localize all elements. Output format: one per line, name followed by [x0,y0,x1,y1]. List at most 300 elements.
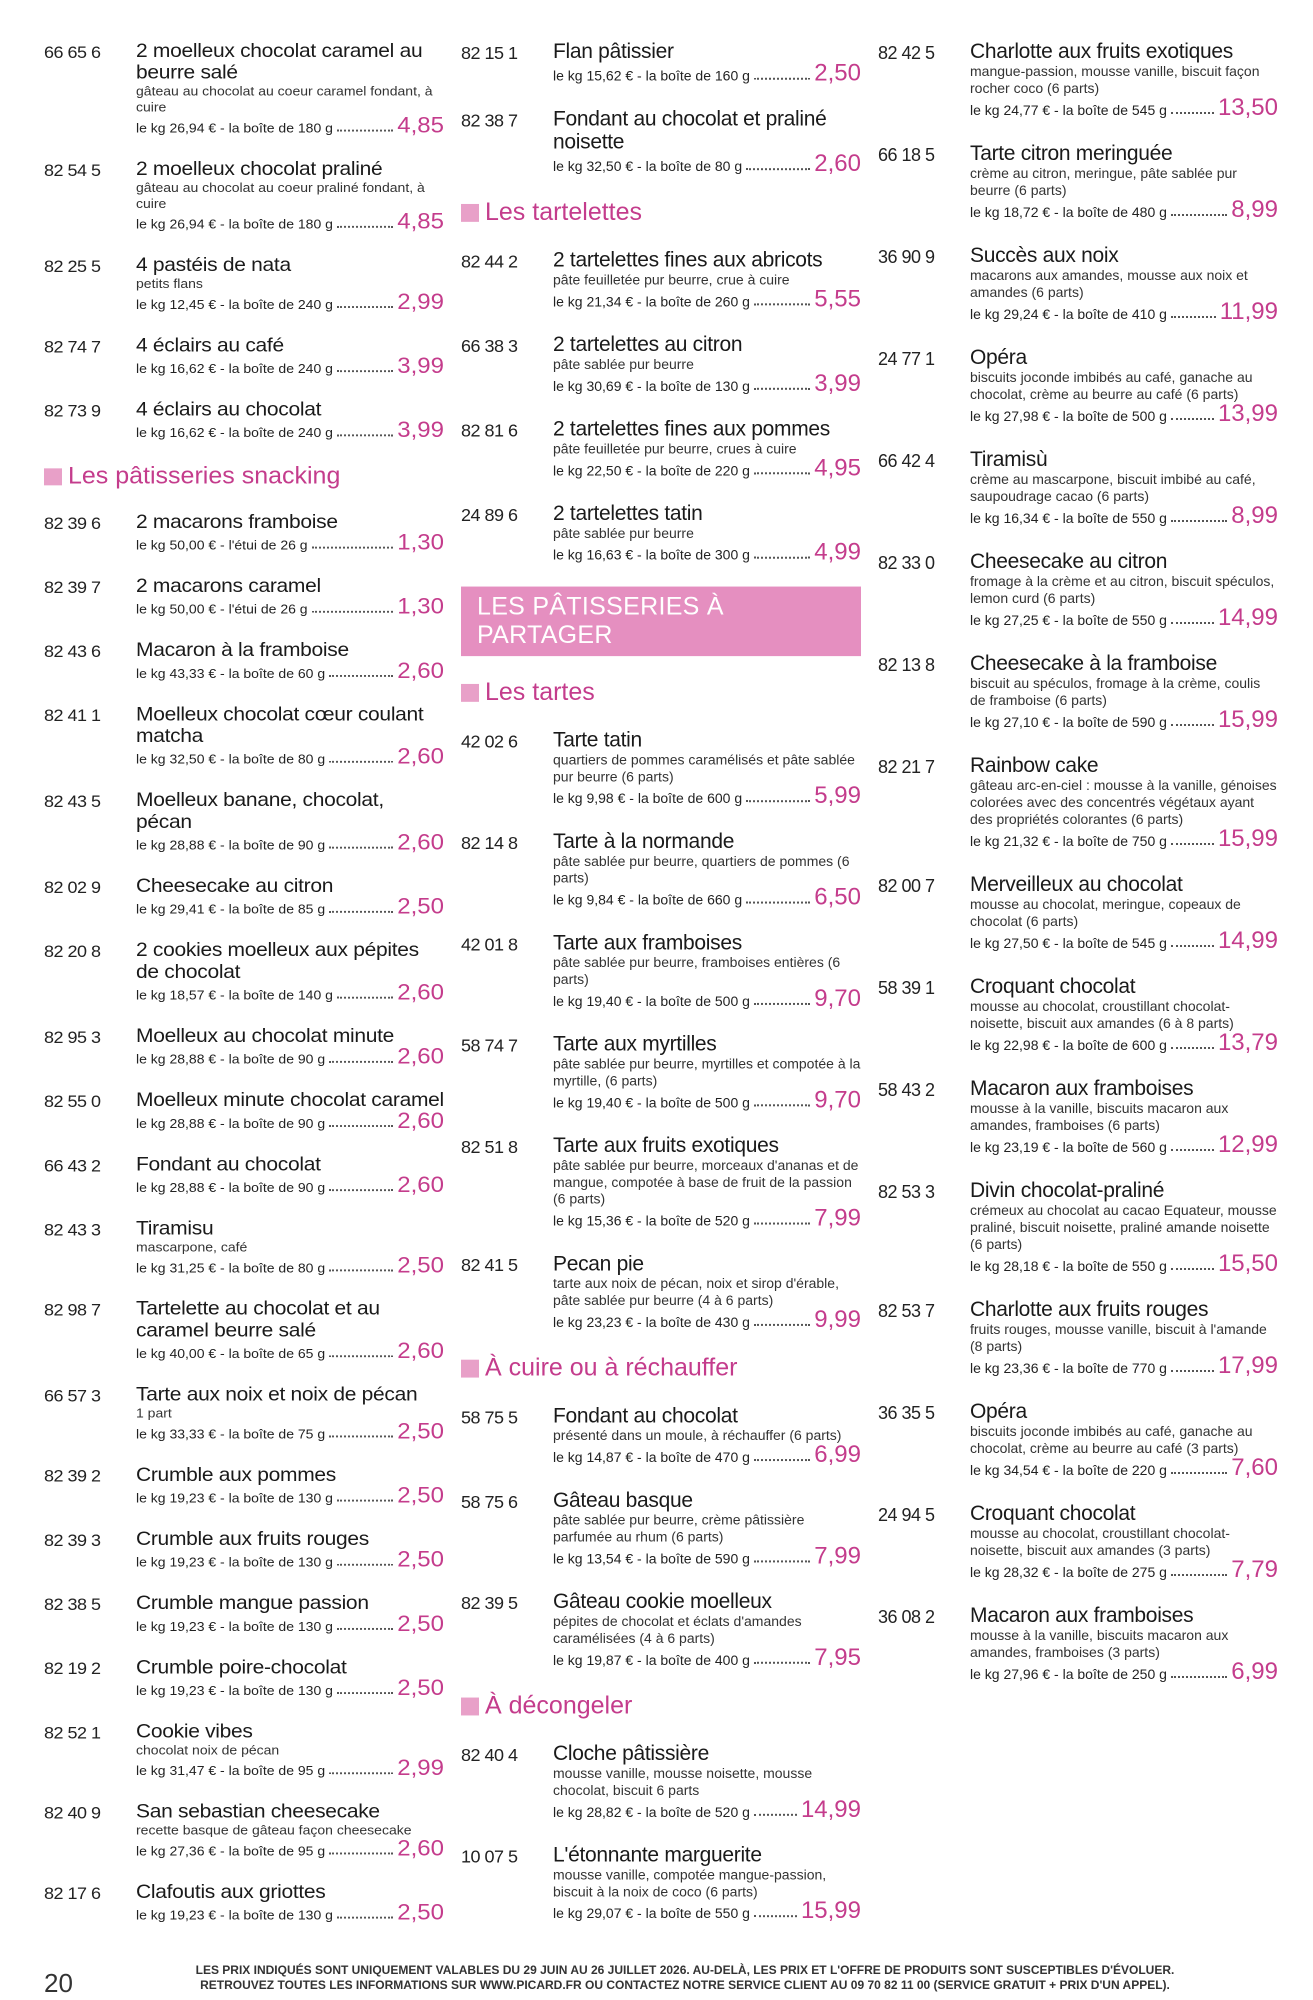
product-code: 36 08 2 [878,1607,935,1627]
product-price: 3,99 [397,417,444,443]
dot-leader [754,78,810,80]
product-code: 66 42 4 [878,451,935,471]
price-line [970,1454,1278,1481]
product-code: 82 15 1 [461,42,518,63]
price-line [136,112,444,139]
product-code: 24 89 6 [461,505,518,525]
product-name: L'étonnante marguerite [553,1843,762,1867]
product-code: 36 90 9 [878,247,935,267]
product-code: 82 20 8 [44,942,101,961]
section-heading [44,463,444,490]
dot-leader [337,1692,393,1694]
product-item [44,574,444,620]
dot-leader [754,388,810,390]
section-square-icon [461,1697,479,1715]
product-description: pâte sablée pur beurre [553,524,694,541]
product-price: 6,99 [1231,1658,1278,1685]
product-code: 24 77 1 [878,349,935,369]
product-code: 82 43 5 [44,791,101,811]
product-name: 2 tartelettes fines aux abricots [553,248,823,272]
product-code: 82 38 5 [44,1594,101,1614]
dot-leader [1171,724,1214,726]
product-price: 2,60 [397,829,444,856]
dot-leader [329,1269,393,1271]
product-item [461,1489,861,1568]
product-description: pâte sablée pur beurre, quartiers de pommes (6 parts) [553,852,850,886]
product-price: 2,60 [397,1172,444,1198]
product-price: 2,60 [397,1835,444,1862]
dot-leader [329,1061,393,1063]
unit-price: le kg 32,50 € - la boîte de 80 g [553,158,743,175]
section-square-icon [44,468,62,485]
unit-price: le kg 22,98 € - la boîte de 600 g [970,1037,1167,1053]
product-item [44,510,444,556]
product-code: 82 53 3 [878,1182,935,1202]
product-code: 82 95 3 [44,1027,101,1047]
dot-leader [1171,1472,1227,1474]
product-code: 82 19 2 [44,1659,101,1678]
product-item [44,254,444,315]
product-price: 6,99 [814,1441,861,1469]
product-price: 7,99 [814,1542,861,1570]
unit-price: le kg 19,23 € - la boîte de 130 g [136,1490,333,1506]
product-description: fruits rouges, mousse vanille, biscuit à l'amande (8 parts) [970,1321,1267,1354]
product-price: 7,60 [1231,1454,1278,1481]
dot-leader [1171,1676,1227,1678]
product-item [44,40,444,139]
dot-leader [1171,945,1214,947]
product-name: 4 éclairs au café [136,334,284,357]
product-name: Tarte aux fruits exotiques [553,1134,779,1157]
price-line [970,1250,1278,1277]
product-code: 82 43 6 [44,641,101,661]
product-item [461,1404,861,1469]
product-price: 14,99 [1217,927,1278,954]
price-line [136,658,444,684]
dot-leader [337,306,393,308]
product-price: 2,60 [397,1338,444,1364]
price-line [553,369,861,397]
product-code: 82 42 5 [878,43,935,63]
product-code: 66 38 3 [461,336,518,357]
price-line [970,196,1278,223]
product-name: Moelleux au chocolat minute [136,1025,395,1047]
unit-price: le kg 50,00 € - l'étui de 26 g [136,537,308,553]
product-code: 82 54 5 [44,160,101,180]
product-price: 14,99 [800,1795,861,1823]
product-name: Opéra [970,1400,1027,1423]
product-name: Opéra [970,346,1027,369]
unit-price: le kg 28,18 € - la boîte de 550 g [970,1258,1167,1274]
product-price: 2,50 [397,1482,444,1509]
product-price: 7,95 [814,1643,861,1671]
product-code: 82 41 5 [461,1255,518,1276]
product-code: 66 65 6 [44,42,101,62]
product-item [44,1153,444,1198]
price-line [136,1108,444,1134]
product-code: 82 00 7 [878,876,935,896]
product-code: 66 18 5 [878,145,935,165]
unit-price: le kg 28,88 € - la boîte de 90 g [136,837,326,853]
product-price: 2,60 [397,1108,444,1134]
product-price: 8,99 [1231,502,1278,529]
price-line [553,1897,861,1925]
product-name: Croquant chocolat [970,975,1136,998]
dot-leader [329,1772,393,1774]
product-item [44,1218,444,1276]
product-description: fromage à la crème et au citron, biscuit spéculos, lemon curd (6 parts) [970,573,1275,606]
product-item [44,789,444,856]
legal-line-2: RETROUVEZ TOUTES LES INFORMATIONS SUR WWW.PICARD.FR OU CONTACTEZ NOTRE SERVICE CLIENT AU 09 70 82 11 00 (SERVICE GRATUIT + PRIX D'UN APPEL). [200,1978,1170,1992]
product-item [461,40,861,85]
dot-leader [1171,1370,1214,1372]
product-item [44,639,444,684]
price-line [970,1658,1278,1685]
product-item [44,1656,444,1701]
product-code: 82 81 6 [461,420,518,441]
product-code: 82 13 8 [878,655,935,675]
price-line [136,208,444,235]
unit-price: le kg 23,36 € - la boîte de 770 g [970,1360,1167,1376]
unit-price: le kg 19,40 € - la boîte de 500 g [553,1094,750,1111]
product-item [878,652,1278,731]
product-price: 5,55 [814,285,861,313]
product-price: 4,85 [397,208,444,235]
price-line [136,1835,444,1862]
unit-price: le kg 19,40 € - la boîte de 500 g [553,992,750,1009]
product-price: 9,99 [814,1306,861,1333]
product-code: 82 40 4 [461,1745,518,1766]
product-item [44,158,444,233]
product-description: chocolat noix de pécan [136,1742,280,1758]
legal-line-1: LES PRIX INDIQUÉS SONT UNIQUEMENT VALABLES DU 29 JUIN AU 26 JUILLET 2026. AU-DELÀ, LES PRIX ET L'OFFRE DE PRODUITS SONT SUSCEPTIBLES D'ÉVOLUER. [195,1963,1175,1977]
dot-leader [754,557,810,559]
product-item [44,399,444,441]
price-line [970,1556,1278,1583]
product-item [44,1089,444,1134]
product-item [461,1033,861,1112]
dot-leader [1171,1574,1227,1576]
product-name: Tarte tatin [553,728,642,752]
product-code: 82 17 6 [44,1883,101,1903]
unit-price: le kg 27,98 € - la boîte de 500 g [970,408,1167,424]
price-line [553,782,861,810]
product-code: 82 25 5 [44,257,101,276]
dot-leader [754,1223,810,1225]
product-code: 82 41 1 [44,706,101,726]
dot-leader [337,130,393,132]
product-name: Merveilleux au chocolat [970,873,1183,896]
product-item [461,1252,861,1331]
product-description: biscuits joconde imbibés au café, ganache au chocolat, crème au beurre au café (6 parts) [970,369,1253,402]
dot-leader [337,997,393,999]
product-description: pâte feuilletée pur beurre, crues à cuire [553,440,797,457]
dot-leader [754,1324,810,1326]
unit-price: le kg 19,23 € - la boîte de 130 g [136,1907,333,1923]
product-code: 82 51 8 [461,1137,518,1157]
product-name: Tarte aux noix et noix de pécan [136,1383,418,1406]
product-description: pâte feuilletée pur beurre, crue à cuire [553,271,790,288]
product-name: Cheesecake au citron [970,550,1168,573]
product-item [878,1298,1278,1377]
section-heading-label: Les pâtisseries snacking [68,462,341,490]
product-price: 2,50 [397,893,444,920]
product-name: Macaron à la framboise [136,639,349,661]
product-name: Croquant chocolat [970,1502,1136,1525]
product-code: 58 43 2 [878,1080,935,1100]
product-item [878,873,1278,952]
product-item [461,729,861,808]
price-line [553,1643,861,1671]
dot-leader [337,1628,393,1630]
price-line [136,1482,444,1509]
product-item [44,1384,444,1442]
product-item [44,1720,444,1781]
unit-price: le kg 13,54 € - la boîte de 590 g [553,1550,750,1567]
product-price: 15,50 [1217,1250,1278,1277]
product-item [461,1742,861,1821]
price-line [136,353,444,379]
price-line [136,979,444,1006]
product-name: 2 moelleux chocolat caramel au beurre salé [136,40,423,84]
unit-price: le kg 16,62 € - la boîte de 240 g [136,360,333,376]
price-line [970,94,1278,121]
product-price: 9,70 [814,1086,861,1114]
product-price: 6,50 [814,883,861,911]
product-item [461,418,861,480]
price-line [553,150,861,178]
product-item [461,1134,861,1232]
unit-price: le kg 23,19 € - la boîte de 560 g [970,1139,1167,1155]
dot-leader [329,1435,393,1437]
dot-leader [754,1104,810,1106]
product-price: 13,99 [1217,400,1278,427]
product-code: 58 75 5 [461,1407,518,1428]
section-square-icon [461,203,479,221]
product-price: 4,95 [814,454,861,482]
dot-leader [337,434,393,436]
product-code: 66 57 3 [44,1386,101,1406]
dot-leader [1171,1149,1214,1151]
price-line [553,1086,861,1114]
price-line [136,593,444,620]
dot-leader [1171,1268,1214,1270]
product-description: gâteau arc-en-ciel : mousse à la vanille, génoises colorées avec des concentrés végétaux ayant des propriétés colorantes (6 parts) [970,777,1277,827]
product-item [878,40,1278,119]
unit-price: le kg 23,23 € - la boîte de 430 g [553,1313,750,1330]
dot-leader [329,675,393,677]
product-item [461,333,861,395]
product-description: mousse à la vanille, biscuits macaron aux amandes, framboises (6 parts) [970,1100,1229,1133]
section-heading [461,1354,861,1383]
product-name: Crumble poire-chocolat [136,1656,347,1678]
product-name: Fondant au chocolat [136,1153,321,1176]
product-item [878,1077,1278,1156]
price-line [553,1441,861,1469]
product-description: pâte sablée pur beurre, framboises entières (6 parts) [553,954,841,988]
price-line [136,1546,444,1573]
price-line [136,1043,444,1070]
column-1 [44,40,444,1945]
product-code: 82 14 8 [461,833,518,853]
product-code: 82 39 7 [44,577,101,597]
product-item [461,1590,861,1669]
product-name: Tarte à la normande [553,830,735,853]
dot-leader [746,168,810,170]
product-code: 58 74 7 [461,1035,518,1056]
product-name: Cloche pâtissière [553,1742,709,1766]
product-price: 2,50 [397,1418,444,1444]
unit-price: le kg 22,50 € - la boîte de 220 g [553,462,750,479]
price-line [970,604,1278,631]
product-item [878,550,1278,629]
product-code: 58 75 6 [461,1491,518,1512]
dot-leader [312,611,394,613]
unit-price: le kg 28,88 € - la boîte de 90 g [136,1051,326,1067]
price-line [553,454,861,482]
product-name: Cheesecake au citron [136,875,334,897]
product-name: Macaron aux framboises [970,1604,1194,1627]
dot-leader [746,902,810,904]
dot-leader [1171,622,1214,624]
product-code: 82 39 3 [44,1530,101,1550]
product-description: mangue-passion, mousse vanille, biscuit façon rocher coco (6 parts) [970,63,1260,96]
product-price: 2,99 [397,289,444,315]
product-name: 2 macarons caramel [136,574,321,597]
unit-price: le kg 28,88 € - la boîte de 90 g [136,1115,326,1131]
dot-leader [754,472,810,474]
product-name: Flan pâtissier [553,40,674,63]
unit-price: le kg 14,87 € - la boîte de 470 g [553,1449,750,1466]
product-description: tarte aux noix de pécan, noix et sirop d'érable, pâte sablée pur beurre (4 à 6 parts) [553,1275,839,1309]
price-line [553,985,861,1012]
unit-price: le kg 19,87 € - la boîte de 400 g [553,1651,750,1668]
dot-leader [1171,843,1214,845]
product-price: 14,99 [1217,604,1278,631]
product-description: crème au mascarpone, biscuit imbibé au café, saupoudrage cacao (6 parts) [970,471,1256,504]
product-item [461,502,861,564]
product-item [878,448,1278,527]
price-line [970,927,1278,954]
product-price: 2,50 [814,59,861,87]
dot-leader [337,370,393,372]
product-item [44,1298,444,1362]
product-name: 4 pastéis de nata [136,254,291,276]
product-name: Pecan pie [553,1252,644,1276]
product-name: 2 tartelettes tatin [553,502,703,525]
unit-price: le kg 18,57 € - la boîte de 140 g [136,987,333,1003]
dot-leader [746,800,810,802]
product-description: 1 part [136,1405,172,1421]
unit-price: le kg 29,41 € - la boîte de 85 g [136,901,326,917]
product-code: 82 73 9 [44,401,101,421]
product-price: 15,99 [1217,825,1278,852]
product-code: 82 39 6 [44,513,101,533]
product-price: 2,60 [814,150,861,178]
product-description: mousse au chocolat, croustillant chocolat-noisette, biscuit aux amandes (6 à 8 parts) [970,998,1234,1031]
product-price: 2,99 [397,1755,444,1781]
product-code: 82 38 7 [461,110,518,131]
product-description: macarons aux amandes, mousse aux noix et amandes (6 parts) [970,267,1248,300]
product-name: Tarte aux myrtilles [553,1032,717,1056]
unit-price: le kg 9,98 € - la boîte de 600 g [553,790,743,807]
product-description: pâte sablée pur beurre, myrtilles et compotée à la myrtille, (6 parts) [553,1055,861,1089]
product-description: mousse au chocolat, meringue, copeaux de chocolat (6 parts) [970,896,1241,929]
unit-price: le kg 28,82 € - la boîte de 520 g [553,1803,750,1820]
product-name: Cookie vibes [136,1720,253,1743]
product-price: 1,30 [397,529,444,556]
product-item [44,703,444,770]
product-name: Moelleux chocolat cœur coulant matcha [136,703,424,747]
dot-leader [754,1459,810,1461]
product-description: pépites de chocolat et éclats d'amandes caramélisées (4 à 6 parts) [553,1613,802,1646]
unit-price: le kg 19,23 € - la boîte de 130 g [136,1682,333,1698]
product-item [878,1400,1278,1479]
unit-price: le kg 32,50 € - la boîte de 80 g [136,751,326,767]
product-code: 82 39 5 [461,1593,518,1614]
product-code: 82 39 2 [44,1466,101,1486]
product-price: 4,99 [814,538,861,566]
price-line [553,59,861,87]
product-code: 42 01 8 [461,934,518,955]
product-item [44,1880,444,1926]
product-price: 3,99 [397,353,444,379]
unit-price: le kg 12,45 € - la boîte de 240 g [136,296,333,312]
product-item [878,142,1278,221]
dot-leader [754,1662,810,1664]
product-item [461,249,861,311]
unit-price: le kg 50,00 € - l'étui de 26 g [136,601,308,617]
price-line [970,1029,1278,1056]
product-name: Gâteau cookie moelleux [553,1590,772,1614]
unit-price: le kg 29,24 € - la boîte de 410 g [970,306,1167,322]
unit-price: le kg 19,23 € - la boîte de 130 g [136,1554,333,1570]
product-price: 5,99 [814,782,861,810]
dot-leader [329,911,393,913]
unit-price: le kg 31,25 € - la boîte de 80 g [136,1259,326,1276]
unit-price: le kg 31,47 € - la boîte de 95 g [136,1762,326,1778]
product-item [878,244,1278,323]
product-code: 82 02 9 [44,877,101,897]
unit-price: le kg 28,32 € - la boîte de 275 g [970,1564,1167,1580]
product-name: Charlotte aux fruits exotiques [970,40,1233,63]
product-price: 3,99 [814,369,861,397]
product-name: Tiramisù [970,448,1048,471]
product-price: 2,50 [397,1899,444,1926]
product-code: 82 52 1 [44,1723,101,1743]
product-name: Crumble aux fruits rouges [136,1527,369,1550]
product-item [878,975,1278,1054]
product-code: 42 02 6 [461,731,518,752]
price-line [970,298,1278,325]
product-name: Crumble aux pommes [136,1463,337,1486]
price-line [136,529,444,556]
product-name: Tarte citron meringuée [970,142,1173,165]
column-2 [461,40,861,1945]
section-heading [461,678,861,707]
dot-leader [329,1853,393,1855]
product-price: 13,79 [1217,1029,1278,1056]
unit-price: le kg 26,94 € - la boîte de 180 g [136,120,333,136]
product-description: pâte sablée pur beurre, crème pâtissière parfumée au rhum (6 parts) [553,1511,805,1545]
product-price: 2,60 [397,979,444,1006]
dot-leader [1171,1047,1214,1049]
price-line [136,1338,444,1364]
price-line [136,1675,444,1701]
price-line [553,285,861,313]
product-price: 15,99 [1217,706,1278,733]
dot-leader [337,226,393,228]
